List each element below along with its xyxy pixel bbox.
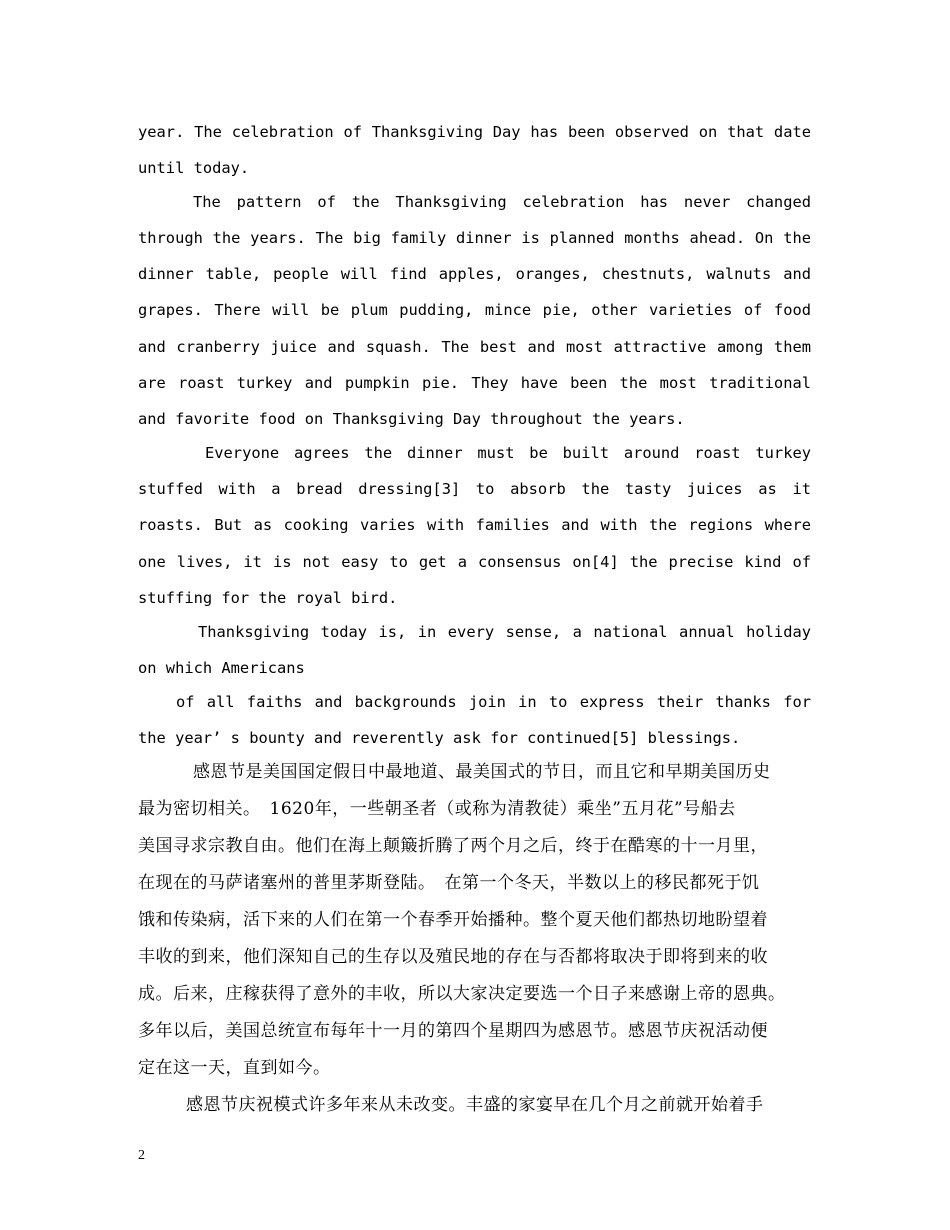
text-line: the year’ s bounty and reverently ask for continued[5] blessings. [138, 729, 741, 747]
text-line: stuffed with a bread dressing[3] to absorb the tasty juices as it [138, 480, 811, 498]
text-line: are roast turkey and pumpkin pie. They have been the most traditional [138, 374, 811, 392]
text-line: 在现在的马萨诸塞州的普里茅斯登陆。 在第一个冬天，半数以上的移民都死于饥 [138, 873, 760, 893]
text-line: and favorite food on Thanksgiving Day throughout the years. [138, 410, 685, 428]
text-line: 最为密切相关。 1620年，一些朝圣者（或称为清教徒）乘坐”五月花”号船去 [138, 799, 736, 819]
text-line: 美国寻求宗教自由。他们在海上颠簸折腾了两个月之后，终于在酷寒的十一月里， [138, 836, 768, 856]
text-line: year. The celebration of Thanksgiving Day has been observed on that date [138, 123, 811, 141]
text-line: 丰收的到来，他们深知自己的生存以及殖民地的存在与否都将取决于即将到来的收 [138, 947, 768, 967]
text-line: dinner table, people will find apples, oranges, chestnuts, walnuts and [138, 265, 811, 283]
text-line: on which Americans [138, 659, 305, 677]
text-line: Everyone agrees the dinner must be built around roast turkey [205, 444, 811, 462]
text-line: roasts. But as cooking varies with families and with the regions where [138, 516, 811, 534]
text-line: Thanksgiving today is, in every sense, a national annual holiday [198, 623, 811, 641]
text-line: 成。后来，庄稼获得了意外的丰收，所以大家决定要选一个日子来感谢上帝的恩典。 [138, 984, 786, 1004]
text-line: The pattern of the Thanksgiving celebration has never changed [193, 193, 811, 211]
text-line: through the years. The big family dinner is planned months ahead. On the [138, 229, 811, 247]
text-line: 感恩节是美国国定假日中最地道、最美国式的节日，而且它和早期美国历史 [193, 762, 771, 782]
text-line: 感恩节庆祝模式许多年来从未改变。丰盛的家宴早在几个月之前就开始着手 [186, 1095, 764, 1115]
text-line: 多年以后，美国总统宣布每年十一月的第四个星期四为感恩节。感恩节庆祝活动便 [138, 1021, 768, 1041]
text-line: and cranberry juice and squash. The best and most attractive among them [138, 338, 811, 356]
page-number: 2 [138, 1148, 145, 1163]
text-line: of all faiths and backgrounds join in to express their thanks for [176, 693, 811, 711]
text-line: stuffing for the royal bird. [138, 589, 398, 607]
text-line: one lives, it is not easy to get a consensus on[4] the precise kind of [138, 553, 811, 571]
text-line: grapes. There will be plum pudding, mince pie, other varieties of food [138, 301, 811, 319]
text-line: 饿和传染病，活下来的人们在第一个春季开始播种。整个夏天他们都热切地盼望着 [138, 910, 768, 930]
text-line: 定在这一天，直到如今。 [138, 1058, 331, 1078]
text-line: until today. [138, 159, 250, 177]
